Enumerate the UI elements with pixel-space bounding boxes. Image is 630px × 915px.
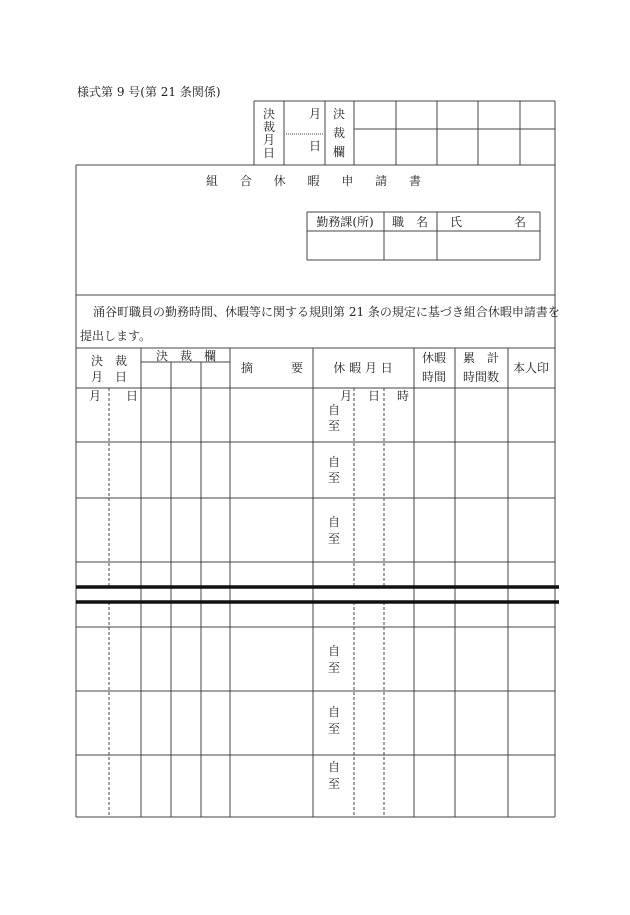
header-approval-date-1: 決 裁 bbox=[90, 354, 128, 368]
to-label: 至 bbox=[328, 419, 341, 433]
statement-line-1: 涌谷町職員の勤務時間、休暇等に関する規則第 21 条の規定に基づき組合休暇申請書を bbox=[93, 305, 560, 319]
from-label: 自 bbox=[328, 644, 341, 658]
from-label: 自 bbox=[328, 515, 341, 529]
row-day-label: 日 bbox=[126, 389, 139, 403]
leave-month-label: 月 bbox=[340, 389, 353, 403]
approval-column-label-1: 決 bbox=[332, 107, 346, 121]
header-leave-hours-1: 休暇 bbox=[421, 351, 447, 365]
header-leave-date: 休 暇 月 日 bbox=[333, 361, 393, 375]
from-label: 自 bbox=[328, 705, 341, 719]
position-header: 職 名 bbox=[391, 215, 429, 229]
approval-column-label-3: 欄 bbox=[332, 145, 346, 159]
to-label: 至 bbox=[328, 471, 341, 485]
statement-line-2: 提出します。 bbox=[80, 329, 152, 343]
form-title: 組 合 休 暇 申 請 書 bbox=[206, 174, 430, 188]
from-label: 自 bbox=[328, 760, 341, 774]
department-header: 勤務課(所) bbox=[316, 215, 374, 229]
header-total-1: 累 計 bbox=[462, 351, 500, 365]
approval-day-label: 日 bbox=[309, 139, 322, 153]
form-number: 様式第 9 号(第 21 条関係) bbox=[77, 85, 221, 99]
from-label: 自 bbox=[328, 455, 341, 469]
to-label: 至 bbox=[328, 722, 341, 736]
approval-column-label-2: 裁 bbox=[332, 126, 346, 140]
approval-date-label-2: 裁 bbox=[262, 120, 276, 134]
name-header-a: 氏 bbox=[450, 215, 463, 229]
header-total-2: 時間数 bbox=[462, 370, 500, 384]
approval-month-label: 月 bbox=[309, 107, 322, 121]
header-approval-column: 決 裁 欄 bbox=[155, 349, 217, 363]
from-label: 自 bbox=[328, 403, 341, 417]
to-label: 至 bbox=[328, 532, 341, 546]
header-seal: 本人印 bbox=[512, 361, 550, 375]
approval-date-label-4: 日 bbox=[262, 146, 276, 160]
approval-date-label-3: 月 bbox=[262, 133, 276, 147]
to-label: 至 bbox=[328, 777, 341, 791]
header-leave-hours-2: 時間 bbox=[421, 370, 447, 384]
header-summary-a: 摘 bbox=[241, 361, 254, 375]
row-month-label: 月 bbox=[89, 389, 102, 403]
leave-day-label: 日 bbox=[368, 389, 381, 403]
leave-hour-label: 時 bbox=[397, 389, 410, 403]
header-approval-date-2: 月 日 bbox=[90, 370, 128, 384]
approval-date-label-1: 決 bbox=[262, 107, 276, 121]
to-label: 至 bbox=[328, 661, 341, 675]
header-summary-b: 要 bbox=[291, 361, 304, 375]
name-header-b: 名 bbox=[514, 215, 527, 229]
